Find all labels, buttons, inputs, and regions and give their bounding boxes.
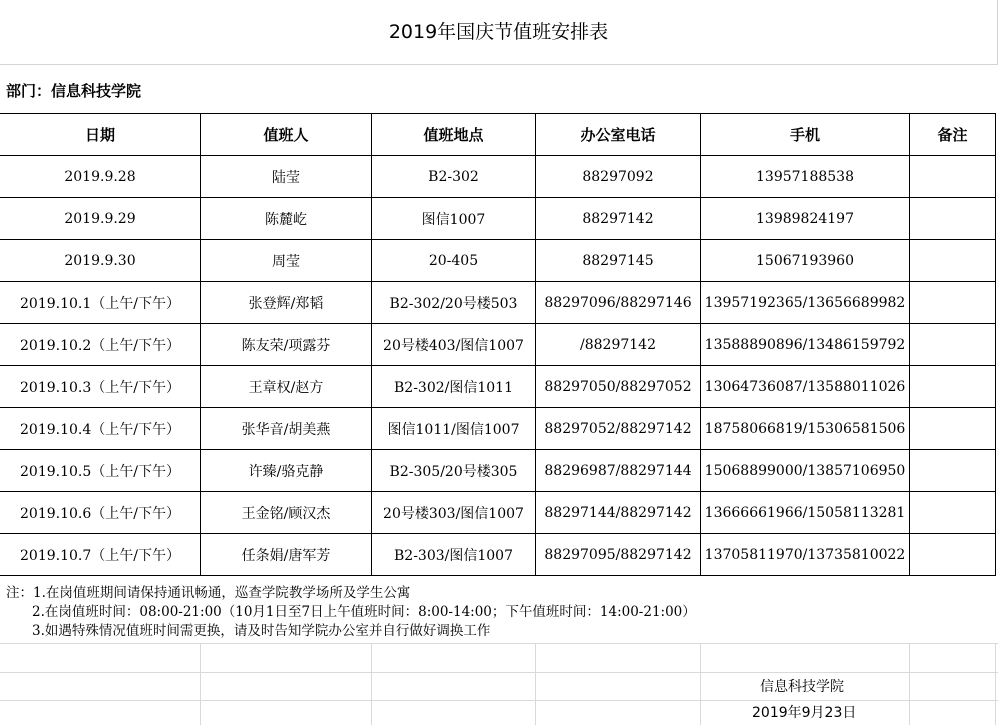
cell-office-phone: 88297095/88297142 bbox=[536, 534, 701, 576]
cell-person: 王章权/赵方 bbox=[201, 366, 372, 408]
cell-date: 2019.10.2（上午/下午） bbox=[0, 324, 201, 366]
cell-place: B2-305/20号楼305 bbox=[372, 450, 536, 492]
cell-mobile: 13957188538 bbox=[701, 156, 910, 198]
note-line-2: 2.在岗值班时间：08:00-21:00（10月1日至7日上午值班时间：8:00-14:00；下午值班时间：14:00-21:00） bbox=[32, 604, 696, 620]
sheet-title: 2019年国庆节值班安排表 bbox=[0, 0, 998, 64]
cell-date: 2019.9.28 bbox=[0, 156, 201, 198]
cell-date: 2019.10.1（上午/下午） bbox=[0, 282, 201, 324]
cell-person: 王金铭/顾汉杰 bbox=[201, 492, 372, 534]
col-header-date: 日期 bbox=[0, 114, 201, 156]
cell-remark bbox=[910, 198, 996, 240]
gridline bbox=[700, 643, 701, 725]
cell-office-phone: 88297145 bbox=[536, 240, 701, 282]
note-line-1: 注：1.在岗值班期间请保持通讯畅通，巡查学院教学场所及学生公寓 bbox=[6, 585, 411, 601]
cell-place: 20号楼403/图信1007 bbox=[372, 324, 536, 366]
cell-person: 张登辉/郑韬 bbox=[201, 282, 372, 324]
table-row bbox=[0, 366, 996, 408]
gridline bbox=[0, 700, 998, 701]
table-row bbox=[0, 324, 996, 366]
cell-remark bbox=[910, 156, 996, 198]
table-row bbox=[0, 198, 996, 240]
cell-remark bbox=[910, 240, 996, 282]
gridline bbox=[995, 643, 996, 725]
col-header-remark: 备注 bbox=[910, 114, 996, 156]
cell-place: 图信1007 bbox=[372, 198, 536, 240]
cell-person: 陆莹 bbox=[201, 156, 372, 198]
table-row bbox=[0, 450, 996, 492]
gridline bbox=[535, 643, 536, 725]
gridline bbox=[0, 672, 998, 673]
cell-remark bbox=[910, 282, 996, 324]
signature-date: 2019年9月23日 bbox=[752, 705, 857, 721]
col-header-mobile: 手机 bbox=[701, 114, 910, 156]
cell-mobile: 13957192365/13656689982 bbox=[701, 282, 910, 324]
cell-person: 陈麓屹 bbox=[201, 198, 372, 240]
gridline bbox=[371, 643, 372, 725]
cell-date: 2019.10.4（上午/下午） bbox=[0, 408, 201, 450]
cell-office-phone: /88297142 bbox=[536, 324, 701, 366]
cell-person: 张华音/胡美燕 bbox=[201, 408, 372, 450]
notes-block bbox=[6, 584, 696, 641]
table-row bbox=[0, 240, 996, 282]
col-header-place: 值班地点 bbox=[372, 114, 536, 156]
cell-person: 许臻/骆克静 bbox=[201, 450, 372, 492]
table-header-row bbox=[0, 114, 996, 156]
cell-mobile: 13588890896/13486159792 bbox=[701, 324, 910, 366]
col-header-office-phone: 办公室电话 bbox=[536, 114, 701, 156]
note-line-3: 3.如遇特殊情况值班时间需更换，请及时告知学院办公室并自行做好调换工作 bbox=[32, 623, 491, 639]
table-row bbox=[0, 408, 996, 450]
gridline bbox=[0, 643, 998, 644]
cell-office-phone: 88297092 bbox=[536, 156, 701, 198]
table-row bbox=[0, 282, 996, 324]
department-label: 部门：信息科技学院 bbox=[6, 82, 142, 100]
cell-remark bbox=[910, 492, 996, 534]
cell-place: B2-302/图信1011 bbox=[372, 366, 536, 408]
cell-date: 2019.10.7（上午/下午） bbox=[0, 534, 201, 576]
cell-person: 任条娟/唐军芳 bbox=[201, 534, 372, 576]
cell-place: 20号楼303/图信1007 bbox=[372, 492, 536, 534]
cell-remark bbox=[910, 450, 996, 492]
cell-date: 2019.10.6（上午/下午） bbox=[0, 492, 201, 534]
cell-place: 20-405 bbox=[372, 240, 536, 282]
cell-mobile: 13064736087/13588011026 bbox=[701, 366, 910, 408]
cell-remark bbox=[910, 324, 996, 366]
department-row bbox=[0, 64, 998, 113]
table-row bbox=[0, 492, 996, 534]
cell-mobile: 15067193960 bbox=[701, 240, 910, 282]
cell-person: 周莹 bbox=[201, 240, 372, 282]
cell-office-phone: 88297096/88297146 bbox=[536, 282, 701, 324]
gridline bbox=[909, 643, 910, 725]
cell-date: 2019.10.5（上午/下午） bbox=[0, 450, 201, 492]
cell-mobile: 15068899000/13857106950 bbox=[701, 450, 910, 492]
cell-person: 陈友荣/项露芬 bbox=[201, 324, 372, 366]
cell-date: 2019.9.29 bbox=[0, 198, 201, 240]
cell-place: B2-303/图信1007 bbox=[372, 534, 536, 576]
cell-office-phone: 88297144/88297142 bbox=[536, 492, 701, 534]
cell-place: B2-302/20号楼503 bbox=[372, 282, 536, 324]
cell-remark bbox=[910, 534, 996, 576]
cell-office-phone: 88296987/88297144 bbox=[536, 450, 701, 492]
cell-remark bbox=[910, 366, 996, 408]
cell-mobile: 13705811970/13735810022 bbox=[701, 534, 910, 576]
cell-mobile: 18758066819/15306581506 bbox=[701, 408, 910, 450]
col-header-person: 值班人 bbox=[201, 114, 372, 156]
cell-place: 图信1011/图信1007 bbox=[372, 408, 536, 450]
cell-date: 2019.10.3（上午/下午） bbox=[0, 366, 201, 408]
cell-date: 2019.9.30 bbox=[0, 240, 201, 282]
cell-office-phone: 88297052/88297142 bbox=[536, 408, 701, 450]
cell-office-phone: 88297142 bbox=[536, 198, 701, 240]
gridline bbox=[200, 643, 201, 725]
cell-office-phone: 88297050/88297052 bbox=[536, 366, 701, 408]
cell-mobile: 13666661966/15058113281 bbox=[701, 492, 910, 534]
duty-table bbox=[0, 113, 996, 576]
cell-place: B2-302 bbox=[372, 156, 536, 198]
signature-org: 信息科技学院 bbox=[760, 679, 844, 695]
table-row bbox=[0, 156, 996, 198]
table-row bbox=[0, 534, 996, 576]
cell-remark bbox=[910, 408, 996, 450]
cell-mobile: 13989824197 bbox=[701, 198, 910, 240]
